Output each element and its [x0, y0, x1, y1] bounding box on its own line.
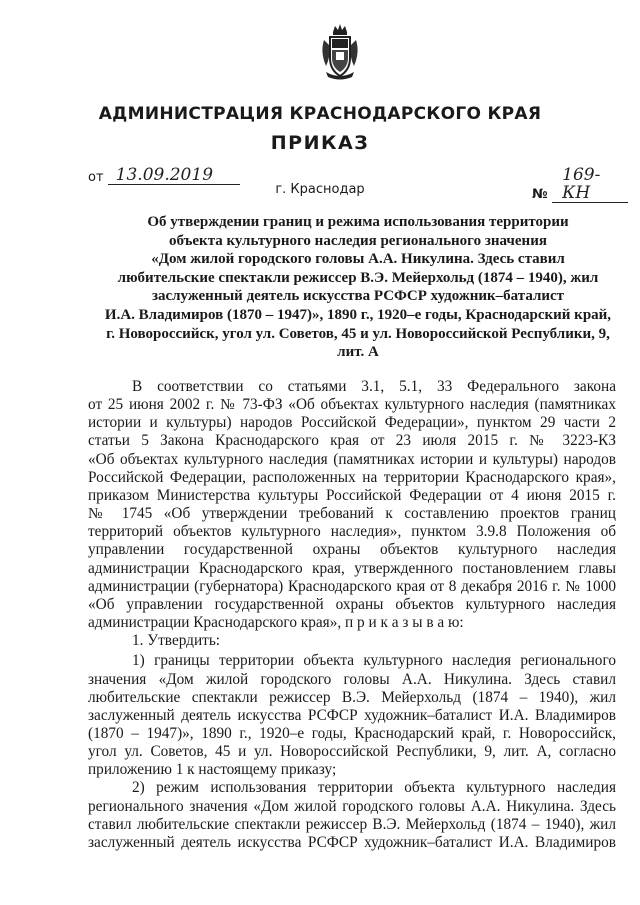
document-type: ПРИКАЗ — [270, 132, 370, 154]
subject-line: любительские спектакли режиссер В.Э. Мейерхольд (1874 – 1940), жил — [117, 269, 599, 286]
text-line: приказом Министерства культуры Российской Федерации от 4 июня 2015 г. — [88, 486, 616, 504]
paragraph-item-1 — [88, 652, 616, 779]
text-line: статьи 5 Закона Краснодарского края от 23 июля 2015 г. № 3223-КЗ — [88, 432, 616, 450]
coat-of-arms-icon — [318, 22, 362, 82]
subject-line: Об утверждении границ и режима использования территории — [147, 214, 569, 230]
number-label: № — [532, 187, 548, 202]
text-line: 1. Утвердить: — [132, 632, 221, 650]
text-line: регионального значения «Дом жилой городского головы А.А. Никулина. Здесь — [88, 797, 616, 815]
text-line: В соответствии со статьями 3.1, 5.1, 33 Федерального закона — [132, 378, 616, 395]
text-line: истории и культуры) народов Российской Федерации», пунктом 29 части 2 — [88, 414, 616, 432]
date-label: от — [88, 170, 104, 185]
text-line: ставил любительские спектакли режиссер В.Э. Мейерхольд (1874 – 1940), жил — [88, 815, 616, 833]
text-line: заслуженный деятель искусства РСФСР художник–баталист И.А. Владимиров — [88, 833, 616, 851]
document-subject — [88, 213, 628, 362]
subject-line: г. Новороссийск, угол ул. Советов, 45 и ул. Новороссийской Республики, 9, — [106, 325, 610, 342]
paragraph-item-2 — [88, 779, 616, 852]
paragraph-approve — [88, 632, 616, 650]
text-line: 2) режим использования территории объекта культурного наследия — [132, 779, 616, 797]
text-line: администрации (губернатора) Краснодарского края от 8 декабря 2016 г. № 1000 — [88, 577, 616, 595]
text-line: Российской Федерации, расположенных на территории Краснодарского края», — [88, 468, 616, 486]
text-line: угол ул. Советов, 45 и ул. Новороссийской Республики, 9, лит. А, согласно — [88, 743, 616, 761]
text-line: любительские спектакли режиссер В.Э. Мейерхольд (1874 – 1940), жил — [88, 688, 616, 706]
subject-line: «Дом жилой городского головы А.А. Никулина. Здесь ставил — [151, 251, 565, 268]
text-line: 1) границы территории объекта культурного наследия регионального — [132, 652, 616, 670]
text-line: (1870 – 1947)», 1890 г., 1920–е годы, Краснодарский край, г. Новороссийск, — [88, 724, 616, 742]
text-line: значения «Дом жилой городского головы А.А. Никулина. Здесь ставил — [88, 670, 616, 688]
text-line: заслуженный деятель искусства РСФСР художник–баталист И.А. Владимиров — [88, 706, 616, 724]
paragraph-preamble — [88, 378, 616, 632]
text-line: администрации Краснодарского края, утвержденного постановлением главы — [88, 559, 616, 577]
text-line: «Об объектах культурного наследия (памятниках истории и культуры) народов — [88, 450, 616, 468]
subject-line: объекта культурного наследия регионального значения — [169, 232, 547, 249]
document-body — [88, 378, 616, 852]
text-line: № 1745 «Об утверждении требований к составлению проектов границ — [88, 505, 616, 523]
text-line: «Об управлении государственной охраны объектов культурного наследия — [88, 595, 616, 613]
text-line: администрации Краснодарского края», п р и к а з ы в а ю: — [88, 614, 464, 632]
subject-line: заслуженный деятель искусства РСФСР художник–баталист — [151, 288, 565, 305]
text-line: приложению 1 к настоящему приказу; — [88, 761, 337, 779]
document-city: г. Краснодар — [275, 182, 365, 197]
text-line: территорий объектов культурного наследия», пунктом 3.9.8 Положения об — [88, 523, 616, 541]
text-line: управлении государственной охраны объектов культурного наследия — [88, 541, 616, 559]
subject-line: лит. А — [337, 344, 379, 361]
date-value: 13.09.2019 — [108, 166, 240, 185]
text-line: от 25 июня 2002 г. № 73-ФЗ «Об объектах культурного наследия (памятниках — [88, 396, 616, 414]
organization-title: АДМИНИСТРАЦИЯ КРАСНОДАРСКОГО КРАЯ — [98, 104, 542, 124]
subject-line: И.А. Владимиров (1870 – 1947)», 1890 г., 1920–е годы, Краснодарский край, — [104, 306, 612, 323]
number-value: 169-КН — [552, 166, 628, 203]
